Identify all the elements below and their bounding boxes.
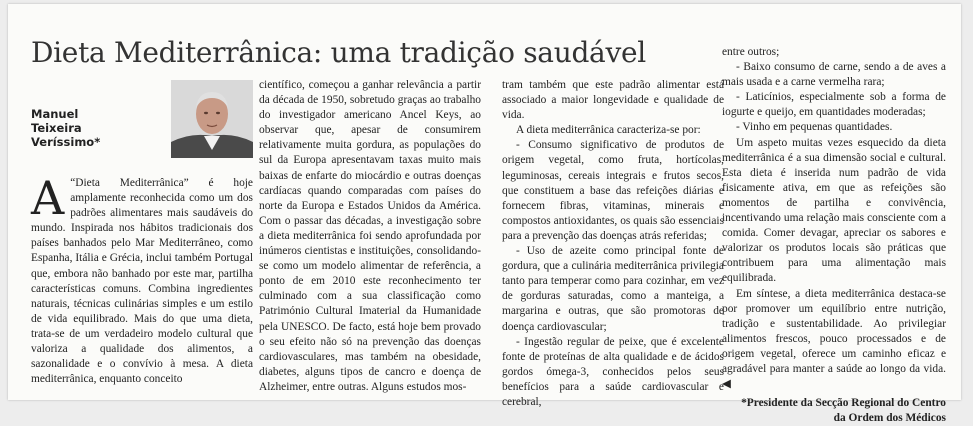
author-name (31, 107, 100, 149)
paragraph: Em síntese, a dieta mediterrânica destaca-se por promover um equilíbrio entre nutrição, tradição e sustentabilidade. Ao privilegiar alimentos frescos, pouco processados e de origem vegetal, oferece um caminho eficaz e agradável para manter a saúde ao longo da vida. ◀ (722, 287, 946, 391)
author-middle-name: Teixeira (31, 121, 82, 135)
paragraph: entre outros; (722, 46, 780, 58)
author-photo (171, 80, 253, 158)
list-item: - Vinho em pequenas quantidades. (736, 121, 893, 134)
list-item: - Consumo significativo de produtos de origem vegetal, como fruta, hortícolas, leguminosas, cereais integrais e frutos secos, que constituem a base das refeições diárias e fornecem fibras, vitaminas, minerais e compostos antioxidantes, os quais são essenciais para a prevenção das doenças atrás referidas; (502, 139, 724, 242)
paragraph: tram também que este padrão alimentar está associado a maior longevidade e qualidade de vida. (502, 79, 724, 122)
article-column-3 (502, 78, 724, 410)
author-portrait-illustration (171, 80, 253, 158)
article-column-2 (259, 78, 481, 395)
list-item: - Uso de azeite como principal fonte de gordura, que a culinária mediterrânica privilegia tanto para temperar como para cozinhar, em vez de gorduras saturadas, como a manteiga, a margarina e outras, que são promotoras de doença cardiovascular; (502, 245, 724, 333)
list-item: - Ingestão regular de peixe, que é excelente fonte de proteínas de alta qualidade e de ácidos gordos ómega-3, conhecidos pelos seus benefícios para a saúde cardiovascular e cerebral, (502, 335, 724, 408)
author-credit-line-1: *Presidente da Secção Regional do Centro (741, 397, 946, 410)
article-column-1 (31, 171, 253, 387)
paragraph: científico, começou a ganhar relevância a partir da década de 1950, sobretudo graças ao trabalho do investigador americano Ancel Keys, ao observar que, apesar de consumirem relativamente muita gordura, as populações do sul da Europa apresentavam taxas muito mais baixas de enfarte do miocárdio e outras doenças cardíacas quando comparadas com países do norte da Europa e Estados Unidos da América. Com o passar das décadas, a investigação sobre a dieta mediterrânica foi sendo aprofundada por inúmeros cientistas e instituições, consolidando-se como um modelo alimentar de referência, a ponto de em 2010 este reconhecimento ter culminado com a sua classificação como Património Cultural Imaterial da Humanidade pela UNESCO. De facto, está hoje bem provado o seu efeito não só na prevenção das doenças cardiovasculares, mas também na obesidade, diabetes, alguns tipos de cancro e doença de Alzheimer, entre outras. Alguns estudos mos- (259, 79, 481, 393)
paragraph-text: “Dieta Mediterrânica” é hoje amplamente reconhecida como um dos padrões alimentares mais saudáveis do mundo. Inspirada nos hábitos tradicionais dos países banhados pelo Mar Mediterrâneo, como Espanha, Itália e Grécia, inclui também Portugal que, embora não banhado por este mar, partilha características comuns. Combina ingredientes naturais, técnicas culinárias simples e um estilo de vida equilibrado. Mais do que uma dieta, trata-se de um verdadeiro modelo cultural que valoriza a qualidade dos alimentos, a sazonalidade e o convívio à mesa. A dieta mediterrânica, enquanto conceito (31, 177, 253, 386)
author-last-name: Veríssimo* (31, 135, 101, 149)
paragraph: Um aspeto muitas vezes esquecido da dieta mediterrânica é a sua dimensão social e cultural. Esta dieta é inserida num padrão de vida fisicamente ativa, em que as refeições são momentos de partilha e convivência, incentivando uma relação mais consciente com a comida. Comer devagar, apreciar os sabores e valorizar os produtos locais são práticas que contribuem para uma alimentação mais equilibrada. (722, 136, 946, 285)
author-credit (722, 396, 946, 426)
list-item: - Baixo consumo de carne, sendo a de aves a mais usada e a carne vermelha rara; (722, 61, 946, 89)
list-item: - Laticínios, especialmente sob a forma de iogurte e queijo, em quantidades moderadas; (722, 91, 946, 119)
article-title: Dieta Mediterrânica: uma tradição saudável (31, 36, 646, 69)
newspaper-clipping (8, 4, 961, 425)
paragraph: A dieta mediterrânica caracteriza-se por: (516, 124, 701, 137)
author-credit-line-2: da Ordem dos Médicos (833, 412, 946, 425)
drop-cap: A (31, 171, 65, 225)
paragraph (31, 171, 253, 387)
article-column-4 (722, 45, 946, 426)
author-first-name: Manuel (31, 107, 79, 121)
